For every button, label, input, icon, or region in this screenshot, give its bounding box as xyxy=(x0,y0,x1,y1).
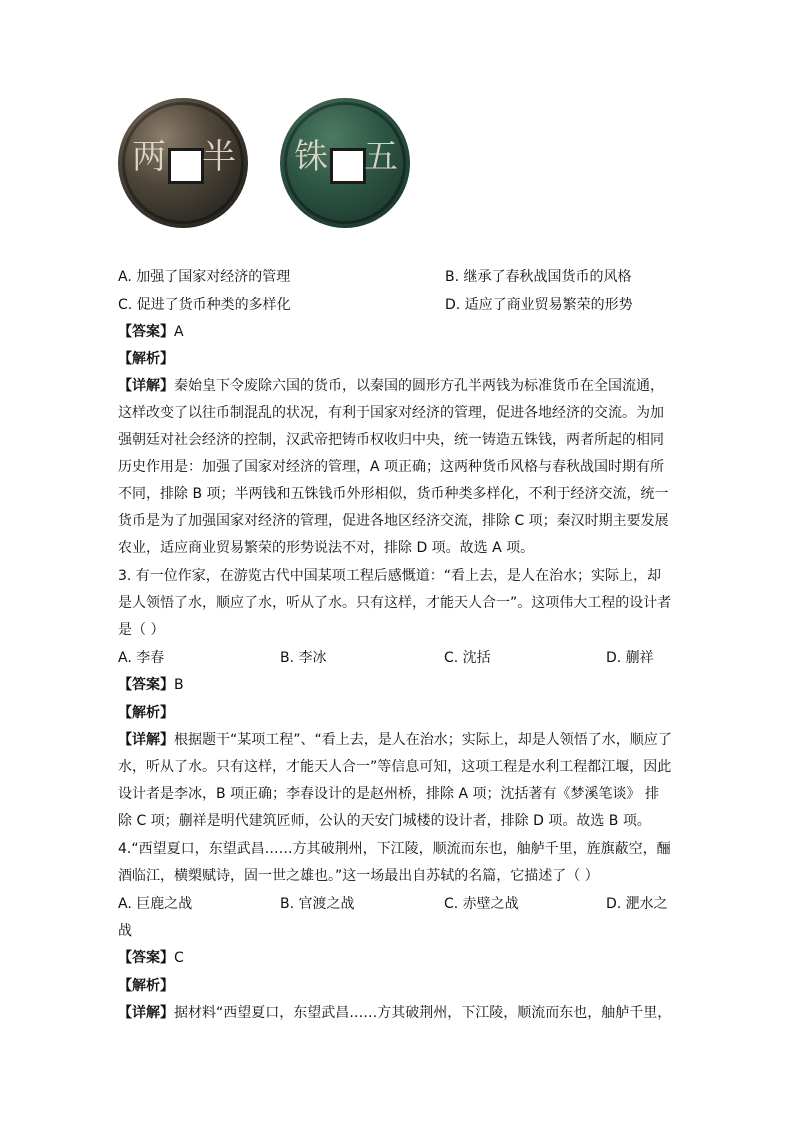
answer-value: A xyxy=(174,324,184,340)
q3-answer xyxy=(118,676,184,694)
q2-option-b: B. 继承了春秋战国货币的风格 xyxy=(445,269,632,285)
q4-option-b: B. 官渡之战 xyxy=(280,896,355,912)
coin-images xyxy=(118,98,418,228)
q3-detail-line xyxy=(118,731,672,749)
coin-glyph: 铢 xyxy=(294,137,328,177)
q3-stem-line: 是人领悟了水，顺应了水，听从了水。只有这样，才能天人合一”。这项伟大工程的设计者 xyxy=(118,595,672,611)
q2-analysis-label: 【解析】 xyxy=(118,351,174,367)
detail-label: 【详解】 xyxy=(118,378,174,394)
q2-detail-line: 农业，适应商业贸易繁荣的形势说法不对，排除 D 项。故选 A 项。 xyxy=(118,540,535,556)
q3-option-a: A. 李春 xyxy=(118,650,165,666)
q2-answer xyxy=(118,323,184,341)
q3-stem-line: 是（ ） xyxy=(118,622,165,638)
q2-detail-line: 历史作用是：加强了国家对经济的管理，A 项正确；这两种货币风格与春秋战国时期有所 xyxy=(118,459,665,475)
q2-detail-line: 这样改变了以往币制混乱的状况，有利于国家对经济的管理，促进各地经济的交流。为加 xyxy=(118,405,664,421)
answer-label: 【答案】 xyxy=(118,950,174,966)
q3-stem-line: 3. 有一位作家，在游览古代中国某项工程后感慨道：“看上去，是人在治水；实际上，却 xyxy=(118,568,662,584)
q3-option-b: B. 李冰 xyxy=(280,650,327,666)
coin-glyph: 五 xyxy=(364,137,398,177)
detail-text: 根据题干“某项工程”、“看上去，是人在治水；实际上，却是人领悟了水，顺应了 xyxy=(174,732,672,748)
q4-option-d: D. 淝水之 xyxy=(606,896,668,912)
q4-detail-line xyxy=(118,1004,671,1022)
q4-option-a: A. 巨鹿之战 xyxy=(118,896,193,912)
coin-square-hole xyxy=(168,148,204,184)
banliang-coin-image xyxy=(118,98,248,228)
q2-detail-line: 不同，排除 B 项；半两钱和五铢钱币外形相似，货币种类多样化，不利于经济交流，统一 xyxy=(118,486,669,502)
q3-detail-line: 除 C 项；蒯祥是明代建筑匠师，公认的天安门城楼的设计者，排除 D 项。故选 B 项。 xyxy=(118,813,651,829)
wuzhu-coin-image xyxy=(280,98,410,228)
answer-label: 【答案】 xyxy=(118,324,174,340)
q4-stem-line: 酒临江，横槊赋诗，固一世之雄也。”这一场最出自苏轼的名篇，它描述了（ ） xyxy=(118,868,599,884)
q2-option-d: D. 适应了商业贸易繁荣的形势 xyxy=(445,297,633,313)
q2-detail-line: 货币是为了加强国家对经济的管理，促进各地区经济交流，排除 C 项；秦汉时期主要发展 xyxy=(118,513,669,529)
q2-option-a: A. 加强了国家对经济的管理 xyxy=(118,269,291,285)
answer-label: 【答案】 xyxy=(118,677,174,693)
answer-value: B xyxy=(174,677,184,693)
detail-label: 【详解】 xyxy=(118,1005,174,1021)
q3-option-c: C. 沈括 xyxy=(444,650,491,666)
coin-glyph: 两 xyxy=(132,137,166,177)
q2-detail-line xyxy=(118,377,664,395)
q4-stem-line: 4.“西望夏口，东望武昌……方其破荆州，下江陵，顺流而东也，舳舻千里，旌旗蔽空，酾 xyxy=(118,841,671,857)
q3-detail-line: 水，听从了水。只有这样，才能天人合一”等信息可知，这项工程是水利工程都江堰，因此 xyxy=(118,759,672,775)
coin-glyph: 半 xyxy=(202,137,236,177)
detail-text: 据材料“西望夏口，东望武昌……方其破荆州，下江陵，顺流而东也，舳舻千里， xyxy=(174,1005,672,1021)
coin-square-hole xyxy=(330,148,366,184)
q2-option-c: C. 促进了货币种类的多样化 xyxy=(118,297,291,313)
q3-analysis-label: 【解析】 xyxy=(118,705,174,721)
q2-detail-line: 强朝廷对社会经济的控制，汉武帝把铸币权收归中央，统一铸造五铢钱，两者所起的相同 xyxy=(118,432,664,448)
detail-label: 【详解】 xyxy=(118,732,174,748)
q4-answer xyxy=(118,949,184,967)
answer-value: C xyxy=(174,950,184,966)
q4-option-c: C. 赤壁之战 xyxy=(444,896,519,912)
q4-analysis-label: 【解析】 xyxy=(118,978,174,994)
q3-detail-line: 设计者是李冰，B 项正确；李春设计的是赵州桥，排除 A 项；沈括著有《梦溪笔谈》 排 xyxy=(118,786,659,802)
detail-text: 秦始皇下令废除六国的货币，以秦国的圆形方孔半两钱为标准货币在全国流通， xyxy=(174,378,664,394)
q4-option-d-wrap: 战 xyxy=(118,923,132,939)
q3-option-d: D. 蒯祥 xyxy=(606,650,654,666)
